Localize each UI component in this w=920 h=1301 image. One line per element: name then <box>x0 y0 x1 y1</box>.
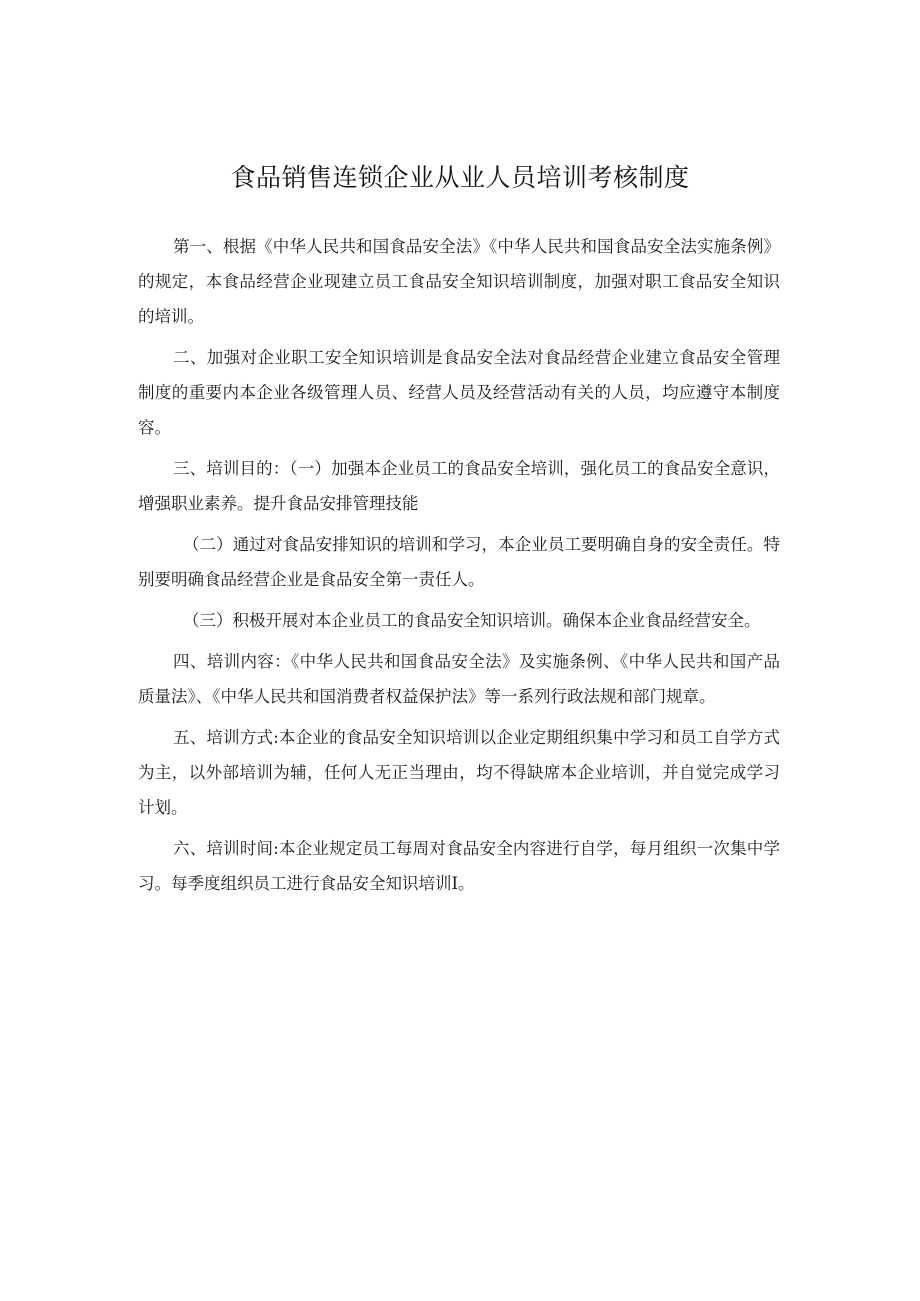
paragraph-1: 第一、根据《中华人民共和国食品安全法》《中华人民共和国食品安全法实施条例》的规定，本食品经营企业现建立员工食品安全知识培训制度，加强对职工食品安全知识的培训。 <box>138 237 780 326</box>
paragraph-3-item-2: （二）通过对食品安排知识的培训和学习，本企业员工要明确自身的安全责任。特别要明确食品经营企业是食品安全第一责任人。 <box>138 535 780 589</box>
paragraph-5: 五、培训方式:本企业的食品安全知识培训以企业定期组织集中学习和员工自学方式为主，以外部培训为辅，任何人无正当理由，均不得缺席本企业培训，并自觉完成学习计划。 <box>138 728 780 817</box>
paragraph-3: 三、培训目的：（一）加强本企业员工的食品安全培训，强化员工的食品安全意识，增强职业素养。提升食品安排管理技能 <box>138 459 780 513</box>
paragraph-2: 二、加强对企业职工安全知识培训是食品安全法对食品经营企业建立食品安全管理制度的重要内本企业各级管理人员、经营人员及经营活动有关的人员，均应遵守本制度容。 <box>138 348 780 437</box>
document-body <box>138 229 780 907</box>
paragraph-3-item-3: （三）积极开展对本企业员工的食品安全知识培训。确保本企业食品经营安全。 <box>183 611 761 630</box>
paragraph-6: 六、培训时间:本企业规定员工每周对食品安全内容进行自学，每月组织一次集中学习。每季度组织员工进行食品安全知识培训Ⅰ。 <box>138 839 780 893</box>
paragraph-4: 四、培训内容：《中华人民共和国食品安全法》及实施条例、《中华人民共和国产品质量法》、《中华人民共和国消费者权益保护法》等一系列行政法规和部门规章。 <box>138 652 780 706</box>
document-title: 食品销售连锁企业从业人员培训考核制度 <box>230 163 690 192</box>
